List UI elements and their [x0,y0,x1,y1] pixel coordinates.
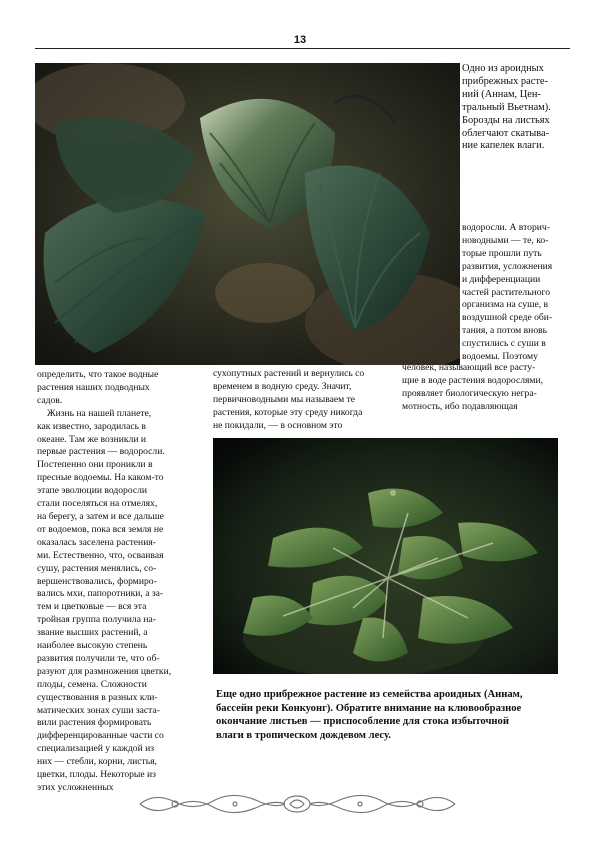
text-line: существования в разных кли- [37,691,158,703]
text-line: тройная группа получила на- [37,614,156,626]
text-line: растения, которые эту среду никогда [213,406,363,418]
caption-bottom-line: бассейн реки Конкуонг). Обратите внимание на клювообразное [216,702,522,714]
caption-bottom-line: влаги в тропическом дождевом лесу. [216,729,391,741]
text-line: не покидали, — в основном это [213,419,343,431]
caption-bottom-line: Еще одно прибрежное растение из семейства ароидных (Аннам, [216,689,523,700]
text-line: тем и цветковые — вся эта [37,601,147,613]
text-line: Жизнь на нашей планете, [47,407,152,419]
photo-aroid-dark-leaves [35,63,460,365]
text-line: Постепенно они проникли в [37,459,153,471]
text-line: океане. Там же возникли и [37,433,146,445]
text-line: разуют для размножения цветки, [37,665,172,677]
text-line: цветки, плоды. Некоторые из [37,769,156,781]
text-line: вили растения формировать [37,717,152,729]
decorative-ornament [135,790,460,818]
text-line: них — стебли, корни, листья, [37,756,157,768]
text-line: организма на суше, в [462,299,549,311]
caption-top [462,63,592,153]
caption-top-line: Одно из ароидных [462,63,544,74]
photo-aroid-rosette [213,438,558,674]
text-line: этапе эволюции водоросли [37,485,148,497]
text-line: тания, а потом вновь [462,325,548,337]
text-line: водоемы. Поэтому [462,351,538,363]
caption-bottom [216,688,576,742]
text-line: звание высших растений, а [37,627,148,639]
text-line: растения наших подводных [37,381,150,393]
text-column-left [37,369,209,795]
text-line: человек, называющий все расту- [402,362,536,373]
caption-top-line: Борозды на листьях [462,114,550,126]
text-line: вались мхи, папоротники, а за- [37,588,164,600]
text-line: матических зонах суши заста- [37,704,160,716]
caption-top-line: прибрежных расте- [462,75,548,87]
text-line: ми. Естественно, что, осваивая [37,549,164,561]
text-line: пресные водоемы. На каком-то [37,472,164,484]
text-line: мотность, ибо подавляющая [402,400,518,412]
text-line: оказалась заселена растения- [37,536,156,548]
text-line: дифференцированные части со [37,730,164,742]
text-line: первые растения — водоросли. [37,446,165,458]
text-line: вершенствовались, формиро- [37,575,157,587]
text-line: плоды, семена. Сложности [37,678,147,690]
text-line: и дифференциации [462,273,541,285]
text-line: наиболее высокую степень [37,640,148,652]
text-column-right-upper [462,222,597,364]
text-line: на берегу, а затем и все дальше [37,510,164,522]
text-line: торые прошли путь [462,247,542,259]
caption-top-line: ние капелек влаги. [462,140,545,152]
text-line: стали поселяться на отмелях, [37,498,158,510]
text-line: первичноводными мы называем те [213,393,356,405]
caption-top-line: облегчают скатыва- [462,127,550,139]
page-number: 13 [293,34,307,46]
text-line: развития получили те, что об- [37,652,160,664]
text-line: сухопутных растений и вернулись со [213,368,365,379]
text-line: как известно, зародилась в [37,420,146,432]
caption-bottom-line: окончание листьев — приспособление для стока избыточной [216,716,509,728]
caption-top-line: тральный Вьетнам). [462,101,551,113]
text-column-middle [213,368,398,433]
text-line: этих усложненных [37,782,114,793]
text-column-right-lower [402,362,572,414]
header-rule [35,48,570,49]
text-line: проявляет биологическую негра- [402,387,537,399]
text-line: спустились с суши в [462,338,546,350]
text-line: от водоемов, пока вся земля не [37,523,164,535]
text-line: специализацией у каждой из [37,743,155,755]
text-line: частей растительного [462,286,551,298]
text-line: воздушной среде оби- [462,312,553,324]
text-line: временем в водную среду. Значит, [213,380,352,392]
text-line: определить, что такое водные [37,369,159,380]
text-line: садов. [37,394,63,406]
caption-top-line: ний (Аннам, Цен- [462,88,541,100]
text-line: щие в воде растения водорослями, [402,374,544,386]
text-line: сушу, растения менялись, со- [37,562,157,574]
text-line: водоросли. А вторич- [462,222,550,233]
text-line: новодными — те, ко- [462,234,549,246]
text-line: развития, усложнения [462,260,553,272]
